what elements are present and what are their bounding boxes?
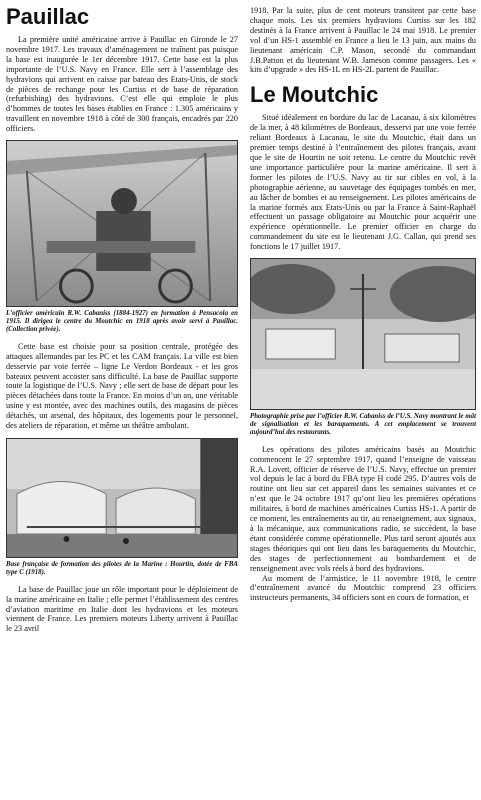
moutchic-paragraph-3: Au moment de l’armistice, le 11 novembre 1918, le centre d’entraînement avancé du Moutchic comprend 23 officiers instructeurs permanents, 34 officiers sont en cours de formation, et	[250, 573, 476, 603]
pauillac-paragraph-2: Cette base est choisie pour sa position centrale, protégée des attaques allemandes par les PC et les CAM français. La ville est bien desservie par voie ferrée – ligne Le Verdon Bordeaux - et les gros bateaux peuvent accoster sans difficulté. La base de Pauillac supporte toute la logistique de l’U.S. Navy ; elle sert de base de départ pour les pièces détachées dans toute la France. En moins d’un an, une véritable usine y est montée, avec des machines outils, des magasins de pièces détachés, un arsenal, des hôpitaux, des logements pour le personnel, des ateliers de réparation, et même un théâtre ambulant.	[6, 341, 238, 431]
pauillac-paragraph-3: La base de Pauillac joue un rôle important pour le déploiement de la marine américaine en Italie ; elle permet l’établissement des centres d’aviation maritime en Italie dont les hydravions et les moteurs viennent de France. Les premiers moteurs Liberty arrivent à Pauillac le 23 avril	[6, 584, 238, 634]
pauillac-paragraph-1: La première unité américaine arrive à Pauillac en Gironde le 27 novembre 1917. Les travaux d’aménagement ne traînent pas puisque la base est inaugurée le 1er décembre 1917. Cette base est la plus importante de l’U.S. Navy en France. Elle sert à l’assemblage des hydravions qui arrivent en caisse par bateau des Etats-Unis, de stock de pièces de rechange pour les Curtiss et de base de réparation (refurbishing) des hydravions. C’est elle qui emploie le plus d’hommes de toutes les bases établies en France : 1.305 américains y travaillent en novembre 1918 à côté de 300 français, encadrés par 220 officiers.	[6, 35, 238, 134]
moutchic-paragraph-2: Les opérations des pilotes américains basés au Moutchic commencent le 27 septembre 1917, quand l’enseigne de vaisseau R.A. Lovett, officier de réserve de l’U.S. Navy, effectue un premier vol depuis le lac à bord du FBA type H codé 295. D’autres vols de routine ont lieu sur cet appareil dans les semaines suivantes et ce n’est que le 24 octobre 1917 qu’ont lieu les premières opérations militaires, à bord de machines américaines Curtiss HS-1. A partir de ce moment, les entraînements au tir, au renseignement, aux signaux, à la mécanique, aux communications radio, se succèdent, la base étant considérée comme opérationnelle. Plus tard seront ajoutés aux stages théoriques qui ont lieu dans les baraquements du Moutchic, des stages de perfectionnement au bombardement et de renseignement avec vols réels à bord des hydravions.	[250, 444, 476, 573]
caption-hourtin-photo: Base française de formation des pilotes de la Marine : Hourtin, dotée de FBA type C (1918).	[6, 560, 238, 576]
section-title-pauillac: Pauillac	[6, 4, 90, 29]
left-column	[6, 0, 238, 634]
moutchic-paragraph-1: Situé idéalement en bordure du lac de Lacanau, à six kilomètres de la mer, à 48 kilomètres de Bordeaux, desservi par une voie ferrée reliant Bordeaux à Lacanau, le site du Moutchic, était dans un premier temps destiné à l’entraînement des pilotes français, avant que le site de Hourtin ne soit retenu. Le centre du Moutchic revêt une importance particulière pour la marine américaine. Il sert à former les pilotes de l’U.S. Navy au tir sur cibles en vol, à la photographie aérienne, au sauvetage des équipages tombés en mer, au lâcher de bombes et au renseignement. Les pilotes américains de la marine formés aux Etats-Unis ou par la France à Saint-Raphaël effectuent un passage obligatoire au Moutchic pour acquérir une expérience opérationnelle. Le premier officier en charge du commandement du site est le lieutenant J.G. Callan, qui prend ses fonctions le 17 juillet 1917.	[250, 113, 476, 252]
section-title-moutchic: Le Moutchic	[250, 82, 379, 108]
right-column	[250, 0, 476, 603]
caption-cabaniss-photo: L’officier américain R.W. Cabaniss (1884-1927) en formation à Pensacola en 1915. Il dirigea le centre du Moutchic en 1918 après avoir servi à Pauillac. (Collection privée).	[6, 310, 238, 333]
pauillac-paragraph-3-continued: 1918. Par la suite, plus de cent moteurs transitent par cette base chaque mois. Les six premiers hydravions Curtiss sur les 182 destinés à la France arrivent à Pauillac le 24 mai 1918. Le premier vol d’un HS-1 assemblé en France a lieu le 13 juin, aux mains du lieutenant américain C.P. Mason, secondé du commandant J.B.Patton et du lieutenant W.B. Jameson comme passagers. Les « kits d’upgrade » des HS-1L en HS-2L partent de Pauillac.	[250, 6, 476, 75]
caption-moutchic-photo: Photographie prise par l’officier R.W. Cabaniss de l’U.S. Navy montrant le mât de signalisation et les baraquements. A cet emplacement se trouvent aujourd’hui des restaurants.	[250, 413, 476, 436]
photo-moutchic-barracks	[250, 258, 476, 410]
photo-cabaniss-pensacola	[6, 140, 238, 307]
photo-hourtin-base	[6, 438, 238, 558]
